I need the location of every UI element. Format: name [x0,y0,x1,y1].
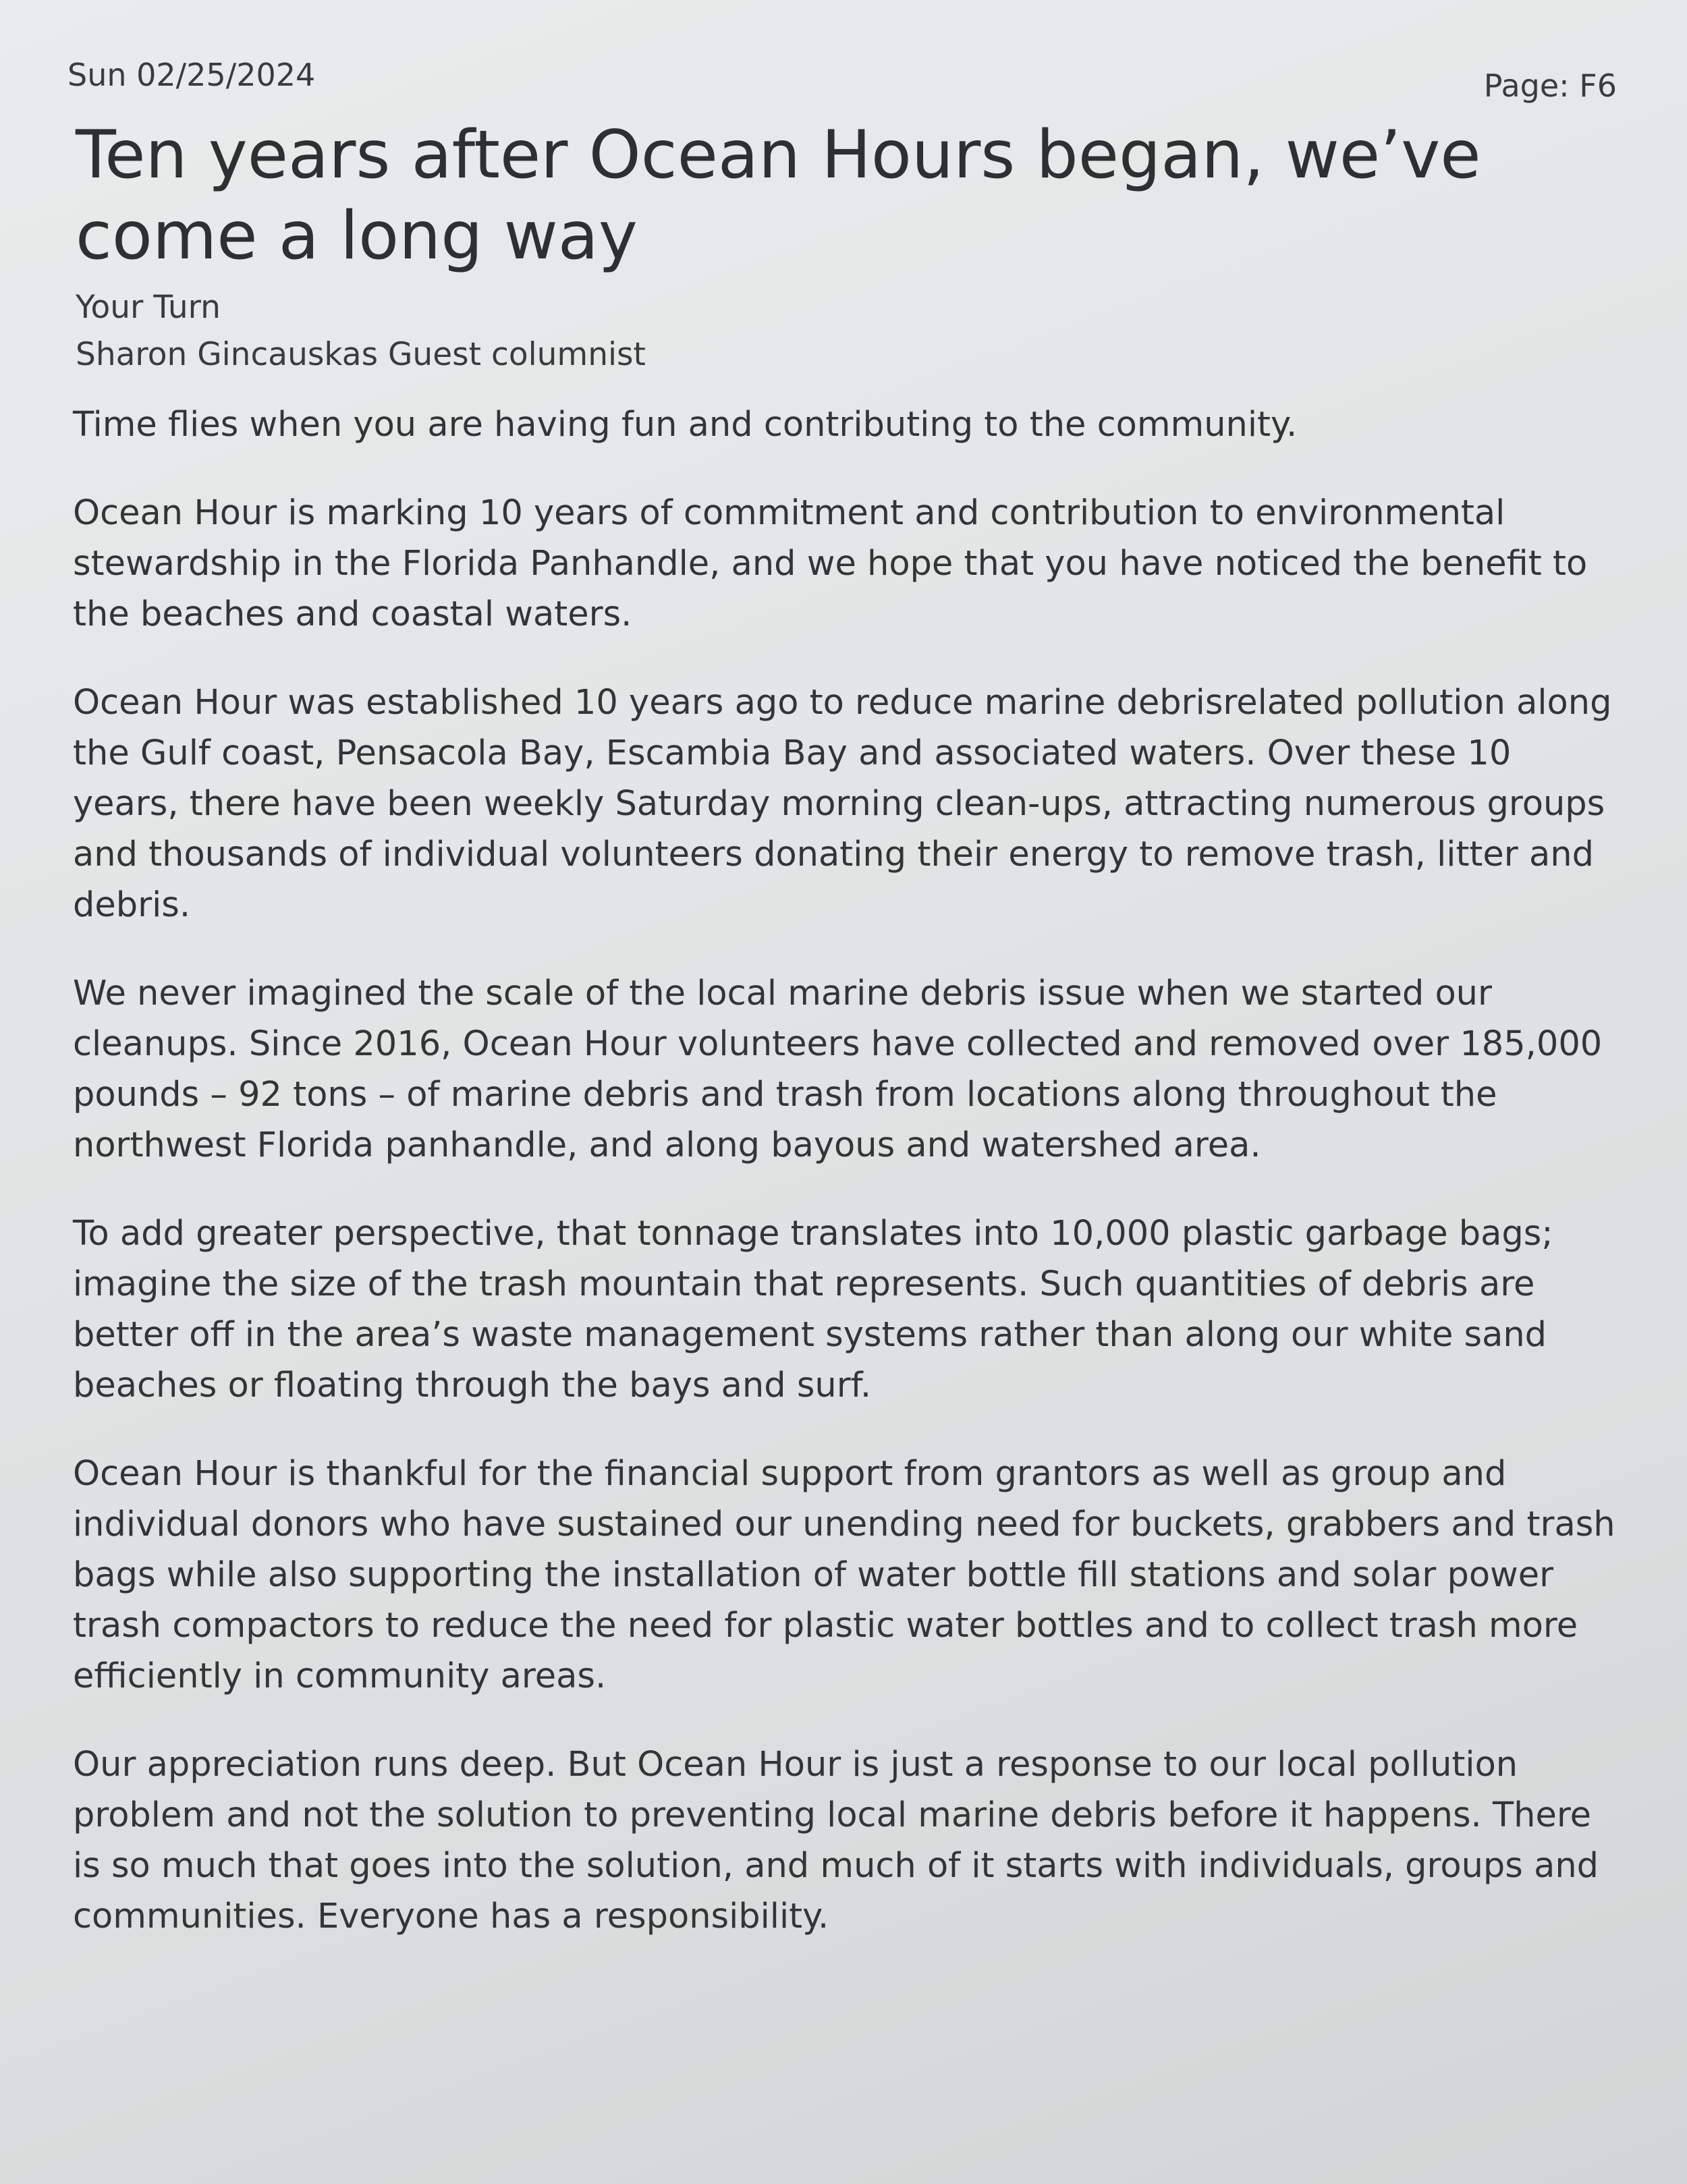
print-date: Sun 02/25/2024 [67,57,316,93]
byline: Sharon Gincauskas Guest columnist [76,336,646,373]
page-number: Page: F6 [1483,67,1617,104]
article-paragraph: Our appreciation runs deep. But Ocean Hour is just a response to our local pollution problem and not the solution to preventing local marine debris before it happens. There is so much that goes into the solution, and much of it starts with individuals, groups and communities. Everyone has a responsibility. [73,1745,1599,1936]
article-paragraph: Ocean Hour is thankful for the financial support from grantors as well as group and individual donors who have sustained our unending need for buckets, grabbers and trash bags while also supporting the installation of water bottle fill stations and solar power trash compactors to reduce the need for plastic water bottles and to collect trash more efficiently in community areas. [73,1454,1615,1696]
section-kicker: Your Turn [76,289,221,326]
article-body [73,399,1625,1980]
article-paragraph: To add greater perspective, that tonnage translates into 10,000 plastic garbage bags; imagine the size of the trash mountain that represents. Such quantities of debris are better off in the area’s waste management systems rather than along our white sand beaches or floating through the bays and surf. [73,1214,1553,1405]
article-paragraph: Ocean Hour was established 10 years ago to reduce marine debrisrelated pollution along the Gulf coast, Pensacola Bay, Escambia Bay and associated waters. Over these 10 years, there have been weekly Saturday morning clean-ups, attracting numerous groups and thousands of individual volunteers donating their energy to remove trash, litter and debris. [73,683,1612,925]
article-headline: Ten years after Ocean Hours began, we’ve come a long way [76,117,1481,275]
article-paragraph: We never imagined the scale of the local marine debris issue when we started our cleanups. Since 2016, Ocean Hour volunteers have collected and removed over 185,000 pounds – 92 tons – of marine debris and trash from locations along throughout the northwest Florida panhandle, and along bayous and watershed area. [73,974,1603,1165]
article-paragraph: Time flies when you are having fun and contributing to the community. [73,405,1298,445]
article-paragraph: Ocean Hour is marking 10 years of commitment and contribution to environmental stewardship in the Florida Panhandle, and we hope that you have noticed the benefit to the beaches and coastal waters. [73,493,1588,634]
